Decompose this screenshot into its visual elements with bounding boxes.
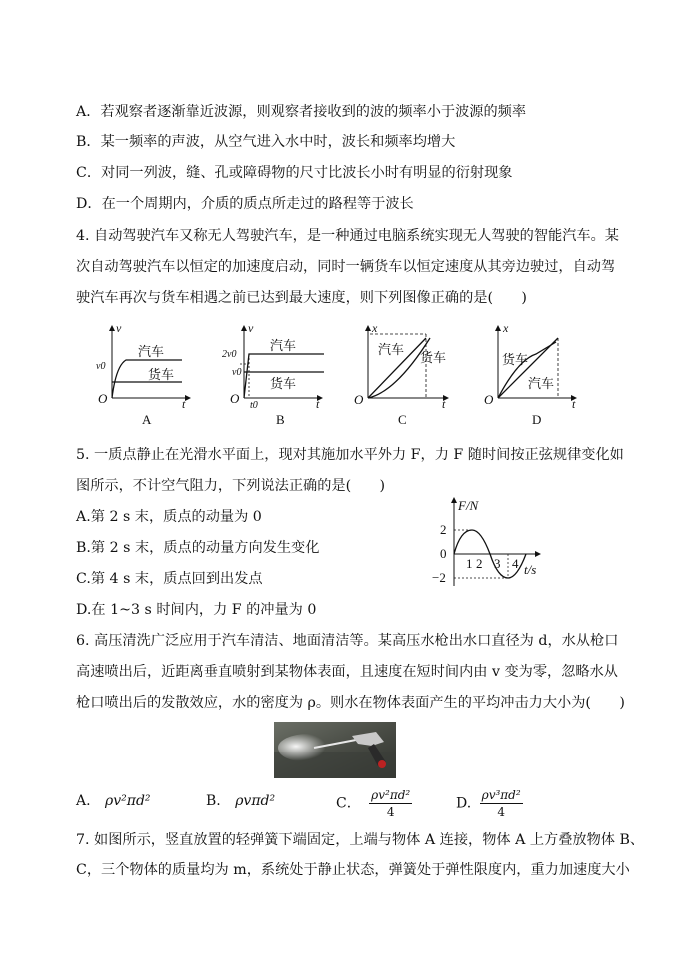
q5-y-axis-label: F/N <box>458 498 479 513</box>
q6-option-c-label: C． <box>336 795 361 812</box>
q5-stem-line-1: 5. 一质点静止在光滑水平面上，现对其施加水平外力 F，力 F 随时间按正弦规律变化如 <box>76 447 624 463</box>
q6-options-row <box>76 787 636 831</box>
q6-option-a <box>76 793 151 809</box>
q6-option-d-numerator: ρv³πd² <box>481 788 521 802</box>
q4-a-option-label: A <box>142 412 152 427</box>
q6-option-d-label: D. <box>456 795 472 812</box>
q3-option-d: D．在一个周期内，介质的质点所走过的路程等于波长 <box>76 196 414 212</box>
q5-option-b: B.第 2 s 末，质点的动量方向发生变化 <box>76 540 320 556</box>
q5-force-graph <box>428 494 548 590</box>
q4-stem-line-2: 次自动驾驶汽车以恒定的加速度启动，同时一辆货车以恒定速度从其旁边驶过，自动驾 <box>76 259 616 275</box>
q4-graphs <box>86 320 606 432</box>
q4-b-t0-label: t0 <box>250 400 258 411</box>
q5-option-c: C.第 4 s 末，质点回到出发点 <box>76 571 263 587</box>
pressure-washer-photo <box>274 722 396 778</box>
q5-x-tick-2: 2 <box>476 556 483 571</box>
q4-b-2v0-label: 2v0 <box>222 349 237 360</box>
q4-graph-b <box>222 321 324 427</box>
q6-option-c <box>336 787 412 820</box>
q4-a-origin: O <box>98 391 108 406</box>
q6-stem-line-1: 6. 高压清洗广泛应用于汽车清洁、地面清洁等。某高压水枪出水口直径为 d，水从枪口 <box>76 633 619 649</box>
q4-c-t-label: t <box>442 397 446 411</box>
q4-d-origin: O <box>484 392 494 407</box>
q4-c-car-label: 汽车 <box>378 342 405 357</box>
q6-stem-line-2: 高速喷出后，近距离垂直喷射到某物体表面，且速度在短时间内由 v 变为零，忽略水从 <box>76 664 618 680</box>
q4-graph-c <box>354 321 448 427</box>
q4-c-origin: O <box>354 392 364 407</box>
q6-option-a-label: A. <box>76 793 91 809</box>
q4-a-t-label: t <box>182 397 186 411</box>
q4-b-t-label: t <box>316 397 320 411</box>
q5-y-tick-0: 0 <box>440 546 447 561</box>
q5-option-a: A.第 2 s 末，质点的动量为 0 <box>76 509 262 525</box>
q4-c-truck-label: 货车 <box>420 350 447 365</box>
q6-option-b-label: B. <box>206 793 221 809</box>
q4-a-v-label: v <box>116 321 122 335</box>
q4-stem-line-3: 驶汽车再次与货车相遇之前已达到最大速度，则下列图像正确的是( ) <box>76 290 527 306</box>
q4-a-truck-label: 货车 <box>148 367 175 382</box>
q5-y-tick-2: 2 <box>440 522 447 537</box>
q7-stem-line-2: C，三个物体的质量均为 m，系统处于静止状态，弹簧处于弹性限度内，重力加速度大小 <box>76 862 630 878</box>
q4-b-truck-label: 货车 <box>270 376 297 391</box>
q5-x-tick-4: 4 <box>512 556 519 571</box>
q4-d-car-label: 汽车 <box>528 376 555 391</box>
q4-b-option-label: B <box>276 412 285 427</box>
q4-b-origin: O <box>230 391 240 406</box>
q6-option-d-denominator: 4 <box>497 805 505 819</box>
q4-a-v0-label: v0 <box>96 361 106 372</box>
q6-option-c-denominator: 4 <box>386 805 395 819</box>
q4-d-truck-label: 货车 <box>502 352 529 367</box>
q4-d-x-label: x <box>503 321 509 335</box>
q4-d-option-label: D <box>532 412 542 427</box>
q6-option-c-numerator: ρv²πd² <box>371 788 411 802</box>
q4-d-t-label: t <box>572 397 576 411</box>
q4-c-option-label: C <box>398 412 407 427</box>
q5-x-axis-label: t/s <box>524 562 537 577</box>
q6-option-d-fraction <box>480 787 523 820</box>
q6-stem-line-3: 枪口喷出后的发散效应，水的密度为 ρ。则水在物体表面产生的平均冲击力大小为( ) <box>76 695 625 711</box>
q6-option-b <box>206 793 275 809</box>
q5-x-tick-3: 3 <box>494 556 501 571</box>
q3-option-c: C．对同一列波，缝、孔或障碍物的尺寸比波长小时有明显的衍射现象 <box>76 165 513 181</box>
q4-b-v-label: v <box>248 321 254 335</box>
q4-graph-a <box>96 321 190 427</box>
q4-a-car-label: 汽车 <box>138 344 165 359</box>
q4-c-x-label: x <box>372 321 378 335</box>
q3-option-a: A．若观察者逐渐靠近波源，则观察者接收到的波的频率小于波源的频率 <box>76 104 527 120</box>
q5-stem-line-2: 图所示，不计空气阻力，下列说法正确的是( ) <box>76 478 386 494</box>
q3-option-b: B．某一频率的声波，从空气进入水中时，波长和频率均增大 <box>76 134 456 150</box>
q4-stem-line-1: 4. 自动驾驶汽车又称无人驾驶汽车，是一种通过电脑系统实现无人驾驶的智能汽车。某 <box>76 228 619 244</box>
q4-graph-d <box>484 321 576 427</box>
q6-option-d <box>456 787 523 820</box>
q6-option-a-expr: ρv²πd² <box>105 793 151 809</box>
q4-b-car-label: 汽车 <box>270 338 297 353</box>
q4-b-v0-label: v0 <box>232 367 242 378</box>
q6-option-c-fraction <box>369 787 412 820</box>
q5-y-tick-neg2: −2 <box>432 570 446 585</box>
q5-option-d: D.在 1~3 s 时间内，力 F 的冲量为 0 <box>76 602 317 618</box>
q6-option-b-expr: ρvπd² <box>235 793 276 809</box>
q5-x-tick-1: 1 <box>466 556 473 571</box>
q7-stem-line-1: 7. 如图所示，竖直放置的轻弹簧下端固定，上端与物体 A 连接，物体 A 上方叠放物体 B、 <box>76 832 645 848</box>
